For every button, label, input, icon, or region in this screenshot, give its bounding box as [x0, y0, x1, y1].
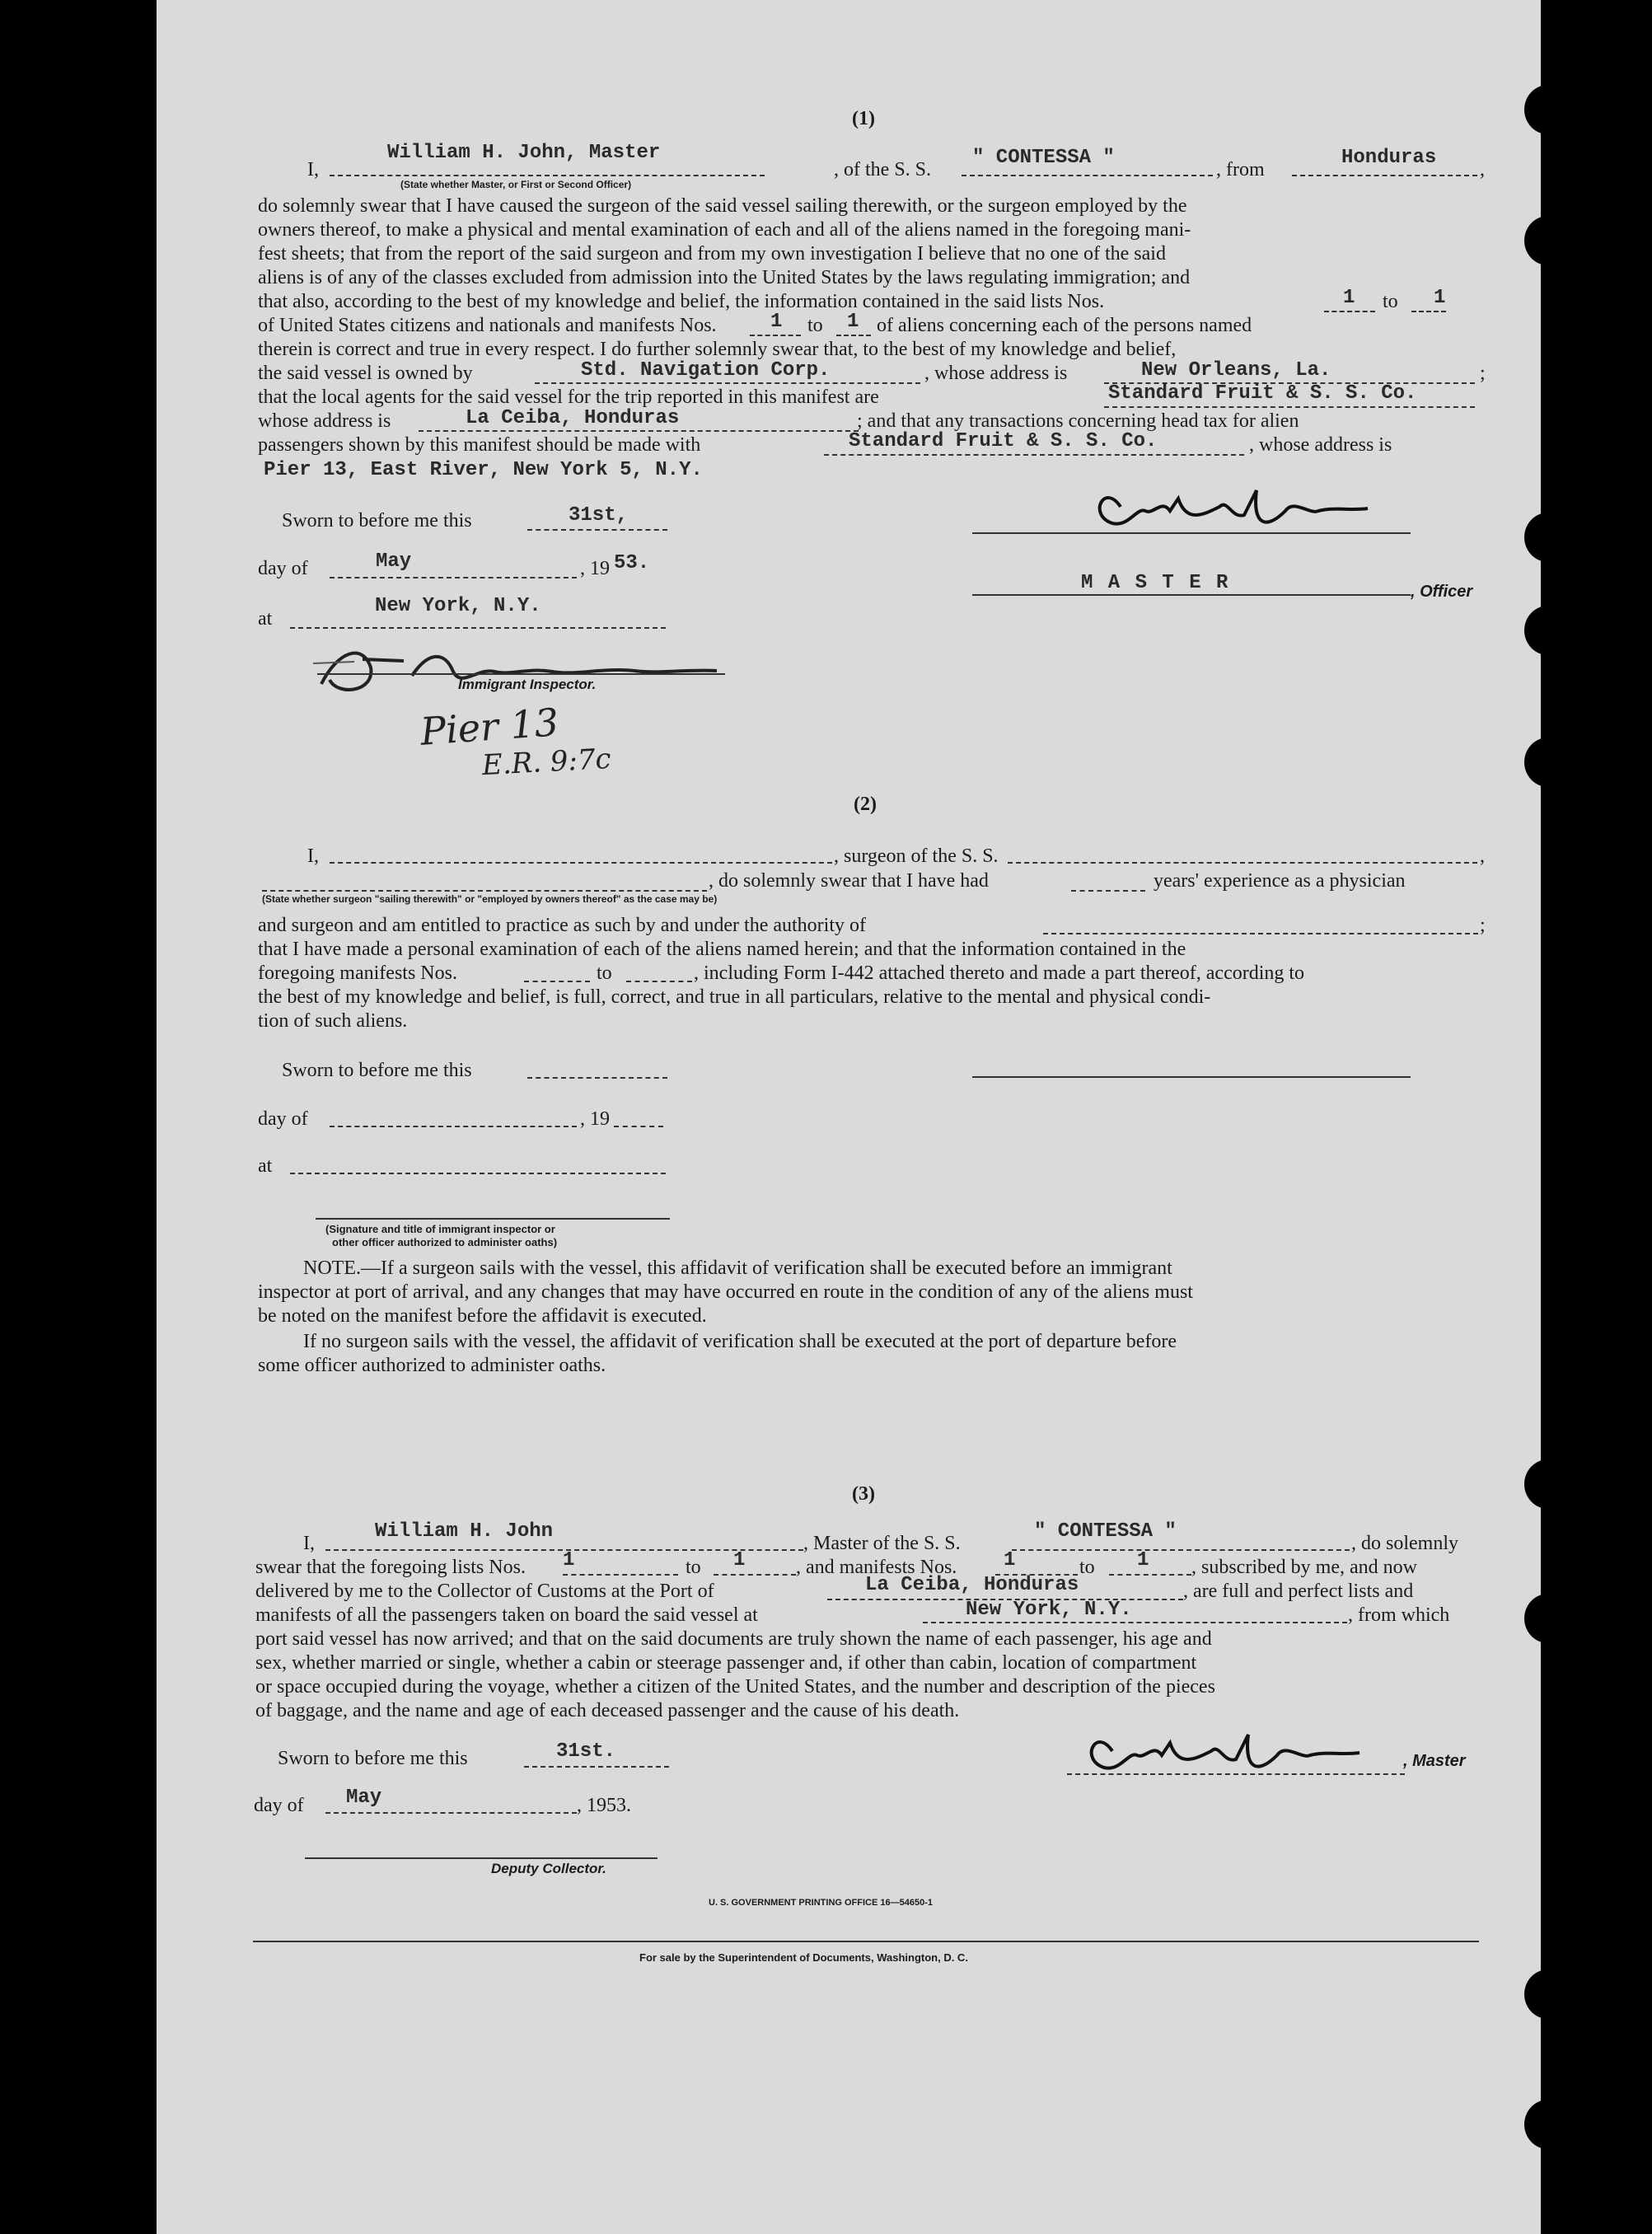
of-ss-label: , of the S. S.: [834, 159, 932, 180]
body-text: fest sheets; that from the report of the said surgeon and from my own investigation I believe that no one of the said: [258, 243, 1166, 265]
lists-from-value: 1: [563, 1549, 575, 1571]
note-text: inspector at port of arrival, and any changes that may have occurred en route in the condition of any of the aliens must: [258, 1281, 1193, 1303]
body-text: years' experience as a physician: [1154, 870, 1406, 892]
body-text: , do solemnly: [1351, 1533, 1458, 1554]
body-text: the said vessel is owned by: [258, 363, 473, 384]
blank-line: [714, 1574, 796, 1576]
sworn-day-line: [527, 529, 667, 531]
vessel-line: [1012, 1549, 1350, 1551]
punch-hole: [1524, 738, 1572, 787]
gpo-note: U. S. GOVERNMENT PRINTING OFFICE 16—54650-1: [709, 1898, 934, 1908]
blank-line: [626, 981, 692, 982]
month-line: [330, 577, 577, 578]
section-number: (2): [854, 794, 877, 815]
blank-line: [1324, 311, 1375, 312]
master-sig-line: [972, 532, 1411, 534]
body-text: , and manifests Nos.: [796, 1557, 957, 1578]
handwritten-annotation: Pier 13: [419, 700, 560, 754]
body-text: owners thereof, to make a physical and mental examination of each and all of the aliens named in the foregoing mani-: [258, 219, 1191, 241]
body-text: that the local agents for the said vessel for the trip reported in this manifest are: [258, 386, 879, 408]
master-name-value: William H. John, Master: [387, 142, 661, 164]
collector-label: Deputy Collector.: [491, 1861, 606, 1876]
agents-value: Standard Fruit & S. S. Co.: [1108, 382, 1417, 405]
officer-label: , Officer: [1411, 583, 1473, 601]
owner-value: Std. Navigation Corp.: [581, 359, 831, 382]
body-text: port said vessel has now arrived; and that on the said documents are truly shown the name of each passenger, his age and: [255, 1628, 1212, 1650]
note-label: [303, 1257, 1172, 1280]
blank-line: [262, 890, 707, 892]
place-value: New York, N.Y.: [375, 595, 541, 617]
line-label: I,: [307, 845, 319, 867]
head-tax-address-value: Pier 13, East River, New York 5, N.Y.: [264, 459, 703, 481]
at-label: at: [258, 1155, 273, 1177]
note-text: some officer authorized to administer oaths.: [258, 1355, 606, 1376]
punctuation: ,: [1480, 159, 1485, 180]
body-text: or space occupied during the voyage, whether a citizen of the United States, and the number and description of the pieces: [255, 1676, 1215, 1698]
blank-line: [836, 335, 871, 336]
note-label-text: NOTE.: [303, 1258, 361, 1279]
inspector-label: Immigrant Inspector.: [458, 677, 597, 692]
year-prefix: , 19: [580, 1108, 610, 1130]
note-text: If no surgeon sails with the vessel, the affidavit of verification shall be executed at the port of departure before: [303, 1331, 1177, 1352]
punch-hole: [1524, 2100, 1572, 2149]
body-text: therein is correct and true in every respect. I do further solemnly swear that, to the best of my knowledge and belief,: [258, 339, 1177, 360]
inspector-line: [317, 673, 725, 675]
punch-hole: [1524, 1969, 1572, 2019]
sworn-label: Sworn to before me this: [282, 1060, 472, 1081]
signature-note: other officer authorized to administer oaths): [332, 1236, 558, 1248]
line-label: I,: [307, 159, 319, 180]
body-text: that also, according to the best of my knowledge and belief, the information contained in the said lists Nos.: [258, 291, 1105, 312]
agents-address-value: La Ceiba, Honduras: [466, 407, 680, 429]
manifests-from-value: 1: [770, 311, 783, 333]
punch-hole: [1524, 606, 1572, 655]
to-label: to: [597, 962, 612, 984]
lists-to-value: 1: [733, 1549, 746, 1571]
surgeon-note: (State whether surgeon "sailing therewith" or "employed by owners thereof" as the case may be): [262, 893, 718, 905]
body-text: , including Form I-442 attached thereto and made a part thereof, according to: [694, 962, 1305, 984]
punctuation: ;: [1480, 363, 1486, 384]
section-number: (3): [852, 1483, 875, 1505]
body-text: whose address is: [258, 410, 391, 432]
blank-line: [1109, 1574, 1191, 1576]
blank-line: [1071, 890, 1145, 892]
punch-hole: [1524, 85, 1572, 134]
year-prefix: , 19: [580, 558, 610, 579]
body-text: , surgeon of the S. S.: [834, 845, 999, 867]
body-text: that I have made a personal examination of each of the aliens named herein; and that the information contained in the: [258, 939, 1186, 960]
master-sig-line: [1067, 1773, 1405, 1775]
body-text: the best of my knowledge and belief, is full, correct, and true in all particulars, relative to the mental and physical condi-: [258, 986, 1211, 1008]
manifests-to-value: 1: [847, 311, 859, 333]
agents-address-line: [419, 430, 859, 432]
body-text: , Master of the S. S.: [803, 1533, 961, 1554]
sworn-day-value: 31st,: [569, 504, 629, 527]
head-tax-line: [824, 454, 1244, 456]
line-label: I,: [303, 1533, 315, 1554]
day-of-label: day of: [258, 1108, 308, 1130]
month-line: [325, 1812, 577, 1814]
note-text: —If a surgeon sails with the vessel, this affidavit of verification shall be executed before an immigrant: [360, 1258, 1172, 1279]
signature-line: [316, 1218, 670, 1220]
footer-rule: [253, 1941, 1479, 1942]
sworn-day-value: 31st.: [556, 1740, 616, 1763]
master-line: [330, 175, 765, 176]
signature-note: (Signature and title of immigrant inspector or: [325, 1223, 555, 1235]
place-line: [290, 627, 666, 629]
punch-hole: [1524, 1459, 1572, 1509]
note-text: be noted on the manifest before the affidavit is executed.: [258, 1305, 707, 1327]
from-label: , from: [1216, 159, 1265, 180]
at-label: at: [258, 608, 273, 630]
manifests-from-value: 1: [1004, 1549, 1016, 1571]
master-name-value: William H. John: [375, 1520, 554, 1543]
manifests-to-value: 1: [1137, 1549, 1149, 1571]
vessel-value: " CONTESSA ": [1034, 1520, 1177, 1543]
from-line: [1292, 175, 1477, 176]
owner-line: [535, 382, 920, 384]
vessel-value: " CONTESSA ": [972, 147, 1115, 169]
body-text: foregoing manifests Nos.: [258, 962, 457, 984]
blank-line: [1008, 862, 1477, 864]
body-text: of United States citizens and nationals and manifests Nos.: [258, 315, 717, 336]
year-value: 53.: [614, 552, 650, 574]
body-text: of baggage, and the name and age of each deceased passenger and the cause of his death.: [255, 1700, 960, 1721]
sworn-day-line: [524, 1766, 669, 1768]
section-number: (1): [852, 108, 875, 129]
day-of-label: day of: [258, 558, 308, 579]
vessel-line: [962, 175, 1213, 176]
blank-line: [524, 981, 590, 982]
month-value: May: [376, 550, 412, 573]
punch-hole: [1524, 513, 1572, 562]
taken-at-value: New York, N.Y.: [966, 1599, 1132, 1621]
officer-title-value: M A S T E R: [1081, 572, 1230, 594]
sworn-label: Sworn to before me this: [282, 510, 472, 532]
to-label: to: [807, 315, 823, 336]
signature-line: [972, 1076, 1411, 1078]
taken-at-line: [923, 1622, 1347, 1623]
body-text: aliens is of any of the classes excluded from admission into the United States by the laws regulating immigration; and: [258, 267, 1191, 288]
body-text: , whose address is: [924, 363, 1068, 384]
body-text: , from which: [1348, 1604, 1450, 1626]
officer-line: [972, 594, 1411, 596]
punch-hole: [1524, 216, 1572, 265]
month-value: May: [346, 1787, 382, 1809]
blank-line: [1411, 311, 1446, 312]
body-text: do solemnly swear that I have caused the surgeon of the said vessel sailing therewith, or the surgeon employed by the: [258, 195, 1187, 217]
lists-from-value: 1: [1343, 287, 1355, 309]
blank-line: [614, 1126, 663, 1127]
body-text: , whose address is: [1249, 434, 1392, 456]
to-label: to: [1079, 1557, 1095, 1578]
body-text: , are full and perfect lists and: [1183, 1581, 1414, 1602]
master-label: , Master: [1403, 1752, 1466, 1770]
body-text: tion of such aliens.: [258, 1010, 408, 1032]
head-tax-value: Standard Fruit & S. S. Co.: [849, 430, 1158, 452]
blank-line: [527, 1077, 667, 1079]
master-signature: [1088, 474, 1417, 540]
body-text: delivered by me to the Collector of Customs at the Port of: [255, 1581, 714, 1602]
day-of-label: day of: [254, 1795, 304, 1816]
collector-line: [305, 1857, 658, 1859]
body-text: , subscribed by me, and now: [1191, 1557, 1417, 1578]
punctuation: ,: [1480, 845, 1485, 867]
body-text: , do solemnly swear that I have had: [709, 870, 989, 892]
body-text: and surgeon and am entitled to practice as such by and under the authority of: [258, 915, 866, 936]
blank-line: [330, 862, 832, 864]
to-label: to: [686, 1557, 701, 1578]
body-text: manifests of all the passengers taken on board the said vessel at: [255, 1604, 758, 1626]
body-text: sex, whether married or single, whether a cabin or steerage passenger and, if other than cabin, location of compartment: [255, 1652, 1197, 1674]
body-text: of aliens concerning each of the persons named: [877, 315, 1252, 336]
blank-line: [1043, 933, 1478, 934]
to-label: to: [1383, 291, 1398, 312]
blank-line: [290, 1173, 666, 1174]
port-value: La Ceiba, Honduras: [865, 1574, 1079, 1596]
from-value: Honduras: [1341, 147, 1437, 169]
agents-line: [1104, 406, 1475, 408]
blank-line: [750, 335, 801, 336]
sale-note: For sale by the Superintendent of Documents, Washington, D. C.: [639, 1951, 968, 1964]
punch-hole: [1524, 1594, 1572, 1643]
handwritten-annotation: E.R. 9:7c: [481, 742, 612, 783]
year-value: , 1953.: [577, 1795, 631, 1816]
body-text: ; and that any transactions concerning head tax for alien: [857, 410, 1299, 432]
blank-line: [563, 1574, 678, 1576]
lists-to-value: 1: [1434, 287, 1446, 309]
body-text: passengers shown by this manifest should be made with: [258, 434, 701, 456]
owner-address-value: New Orleans, La.: [1141, 359, 1331, 382]
sworn-label: Sworn to before me this: [278, 1748, 468, 1769]
blank-line: [330, 1126, 577, 1127]
punctuation: ;: [1480, 915, 1486, 936]
master-note: (State whether Master, or First or Second Officer): [400, 179, 632, 190]
body-text: swear that the foregoing lists Nos.: [255, 1557, 526, 1578]
